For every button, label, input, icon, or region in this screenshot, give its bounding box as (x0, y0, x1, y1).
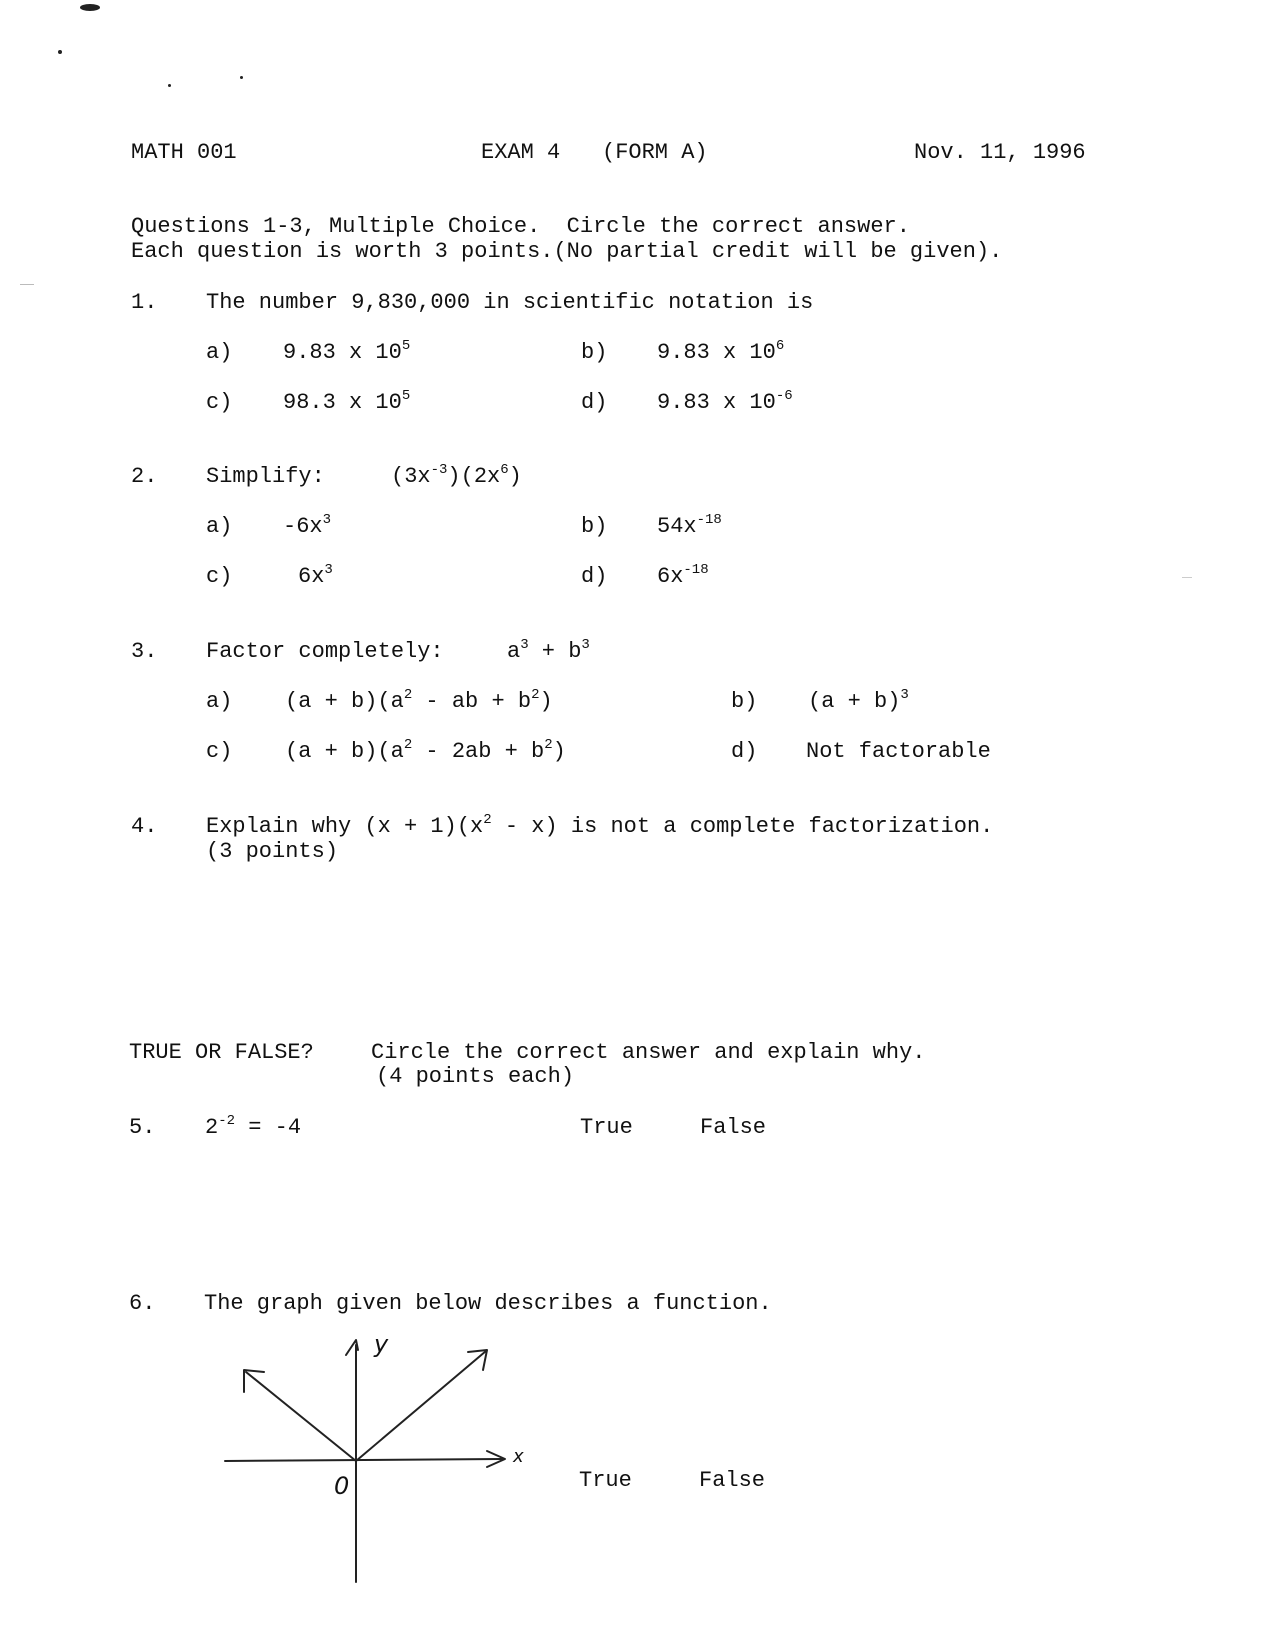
q2-choice-d: $6x^{-18}$ (657, 562, 709, 589)
mc-instructions-line2: Each question is worth 3 points.(No partial credit will be given). (131, 239, 1003, 264)
tf-instructions-line2: (4 points each) (376, 1064, 575, 1089)
q5-number: 5. (129, 1115, 156, 1140)
q3-number: 3. (131, 639, 158, 664)
q3-choice-d-label: d) (731, 739, 758, 764)
exam-date: Nov. 11, 1996 (914, 140, 1086, 165)
course-code: MATH 001 (131, 140, 237, 165)
q2-choice-a-label: a) (206, 514, 233, 539)
q3-choice-b: $(a + b)^3$ (808, 687, 909, 714)
q1-choice-d-label: d) (581, 390, 608, 415)
q2-choice-c: $6x^3$ (298, 562, 333, 589)
q2-choice-b: $54x^{-18}$ (657, 512, 722, 539)
q1-choice-a-label: a) (206, 340, 233, 365)
q1-choice-b: 9.83 x $10^6$ (657, 338, 785, 365)
q1-choice-c-label: c) (206, 390, 233, 415)
q5-true-option[interactable]: True (580, 1115, 633, 1140)
q4-prompt: Explain why $(x + 1)(x^2 - x)$ is not a complete factorization. (206, 812, 994, 839)
x-axis (225, 1459, 502, 1461)
q2-prompt: Simplify: (206, 464, 325, 489)
q3-choice-c-label: c) (206, 739, 233, 764)
q4-number: 4. (131, 814, 158, 839)
scan-edge-mark (20, 284, 34, 285)
graph-left-ray (246, 1372, 356, 1461)
q1-prompt: The number 9,830,000 in scientific notation is (206, 290, 814, 315)
q1-choice-a: 9.83 x $10^5$ (283, 338, 411, 365)
q3-choice-b-label: b) (731, 689, 758, 714)
q5-statement: $2^{-2} = -4$ (205, 1113, 302, 1140)
q4-points: (3 points) (206, 839, 339, 864)
graph-x-label: x (513, 1446, 524, 1467)
q1-number: 1. (131, 290, 158, 315)
q3-choice-c: $(a + b)(a^2 - 2ab + b^2)$ (285, 737, 566, 764)
mc-instructions-line1: Questions 1-3, Multiple Choice. Circle the correct answer. (131, 214, 910, 239)
q1-choice-b-label: b) (581, 340, 608, 365)
graph-y-label: y (374, 1330, 389, 1358)
graph-right-ray (356, 1351, 486, 1461)
q3-choice-d: Not factorable (806, 739, 991, 764)
q2-choice-b-label: b) (581, 514, 608, 539)
q5-false-option[interactable]: False (700, 1115, 767, 1140)
scan-edge-mark (1182, 577, 1192, 578)
q6-prompt: The graph given below describes a function. (204, 1291, 772, 1316)
q3-prompt: Factor completely: (206, 639, 444, 664)
q3-choice-a: $(a + b)(a^2$ - ab + $b^2$) (285, 687, 553, 714)
q1-choice-c: 98.3 x $10^5$ (283, 388, 411, 415)
q2-choice-d-label: d) (581, 564, 608, 589)
exam-title: EXAM 4 (481, 140, 561, 165)
q2-expression: $(3x^{-3})(2x^6)$ (391, 462, 522, 489)
q3-choice-a-label: a) (206, 689, 233, 714)
graph-origin-label: 0 (334, 1472, 350, 1500)
q2-choice-c-label: c) (206, 564, 233, 589)
tf-instructions-line1: Circle the correct answer and explain why. (371, 1040, 926, 1065)
q2-choice-a: $-6x^3$ (283, 512, 332, 539)
q1-choice-d: 9.83 x $10^{-6}$ (657, 388, 793, 415)
q6-number: 6. (129, 1291, 156, 1316)
tf-heading: TRUE OR FALSE? (129, 1040, 314, 1065)
q6-false-option[interactable]: False (699, 1468, 766, 1493)
exam-form: (FORM A) (602, 140, 708, 165)
q6-true-option[interactable]: True (579, 1468, 632, 1493)
q2-number: 2. (131, 464, 158, 489)
q3-expression: $a^3 + b^3$ (507, 637, 590, 664)
